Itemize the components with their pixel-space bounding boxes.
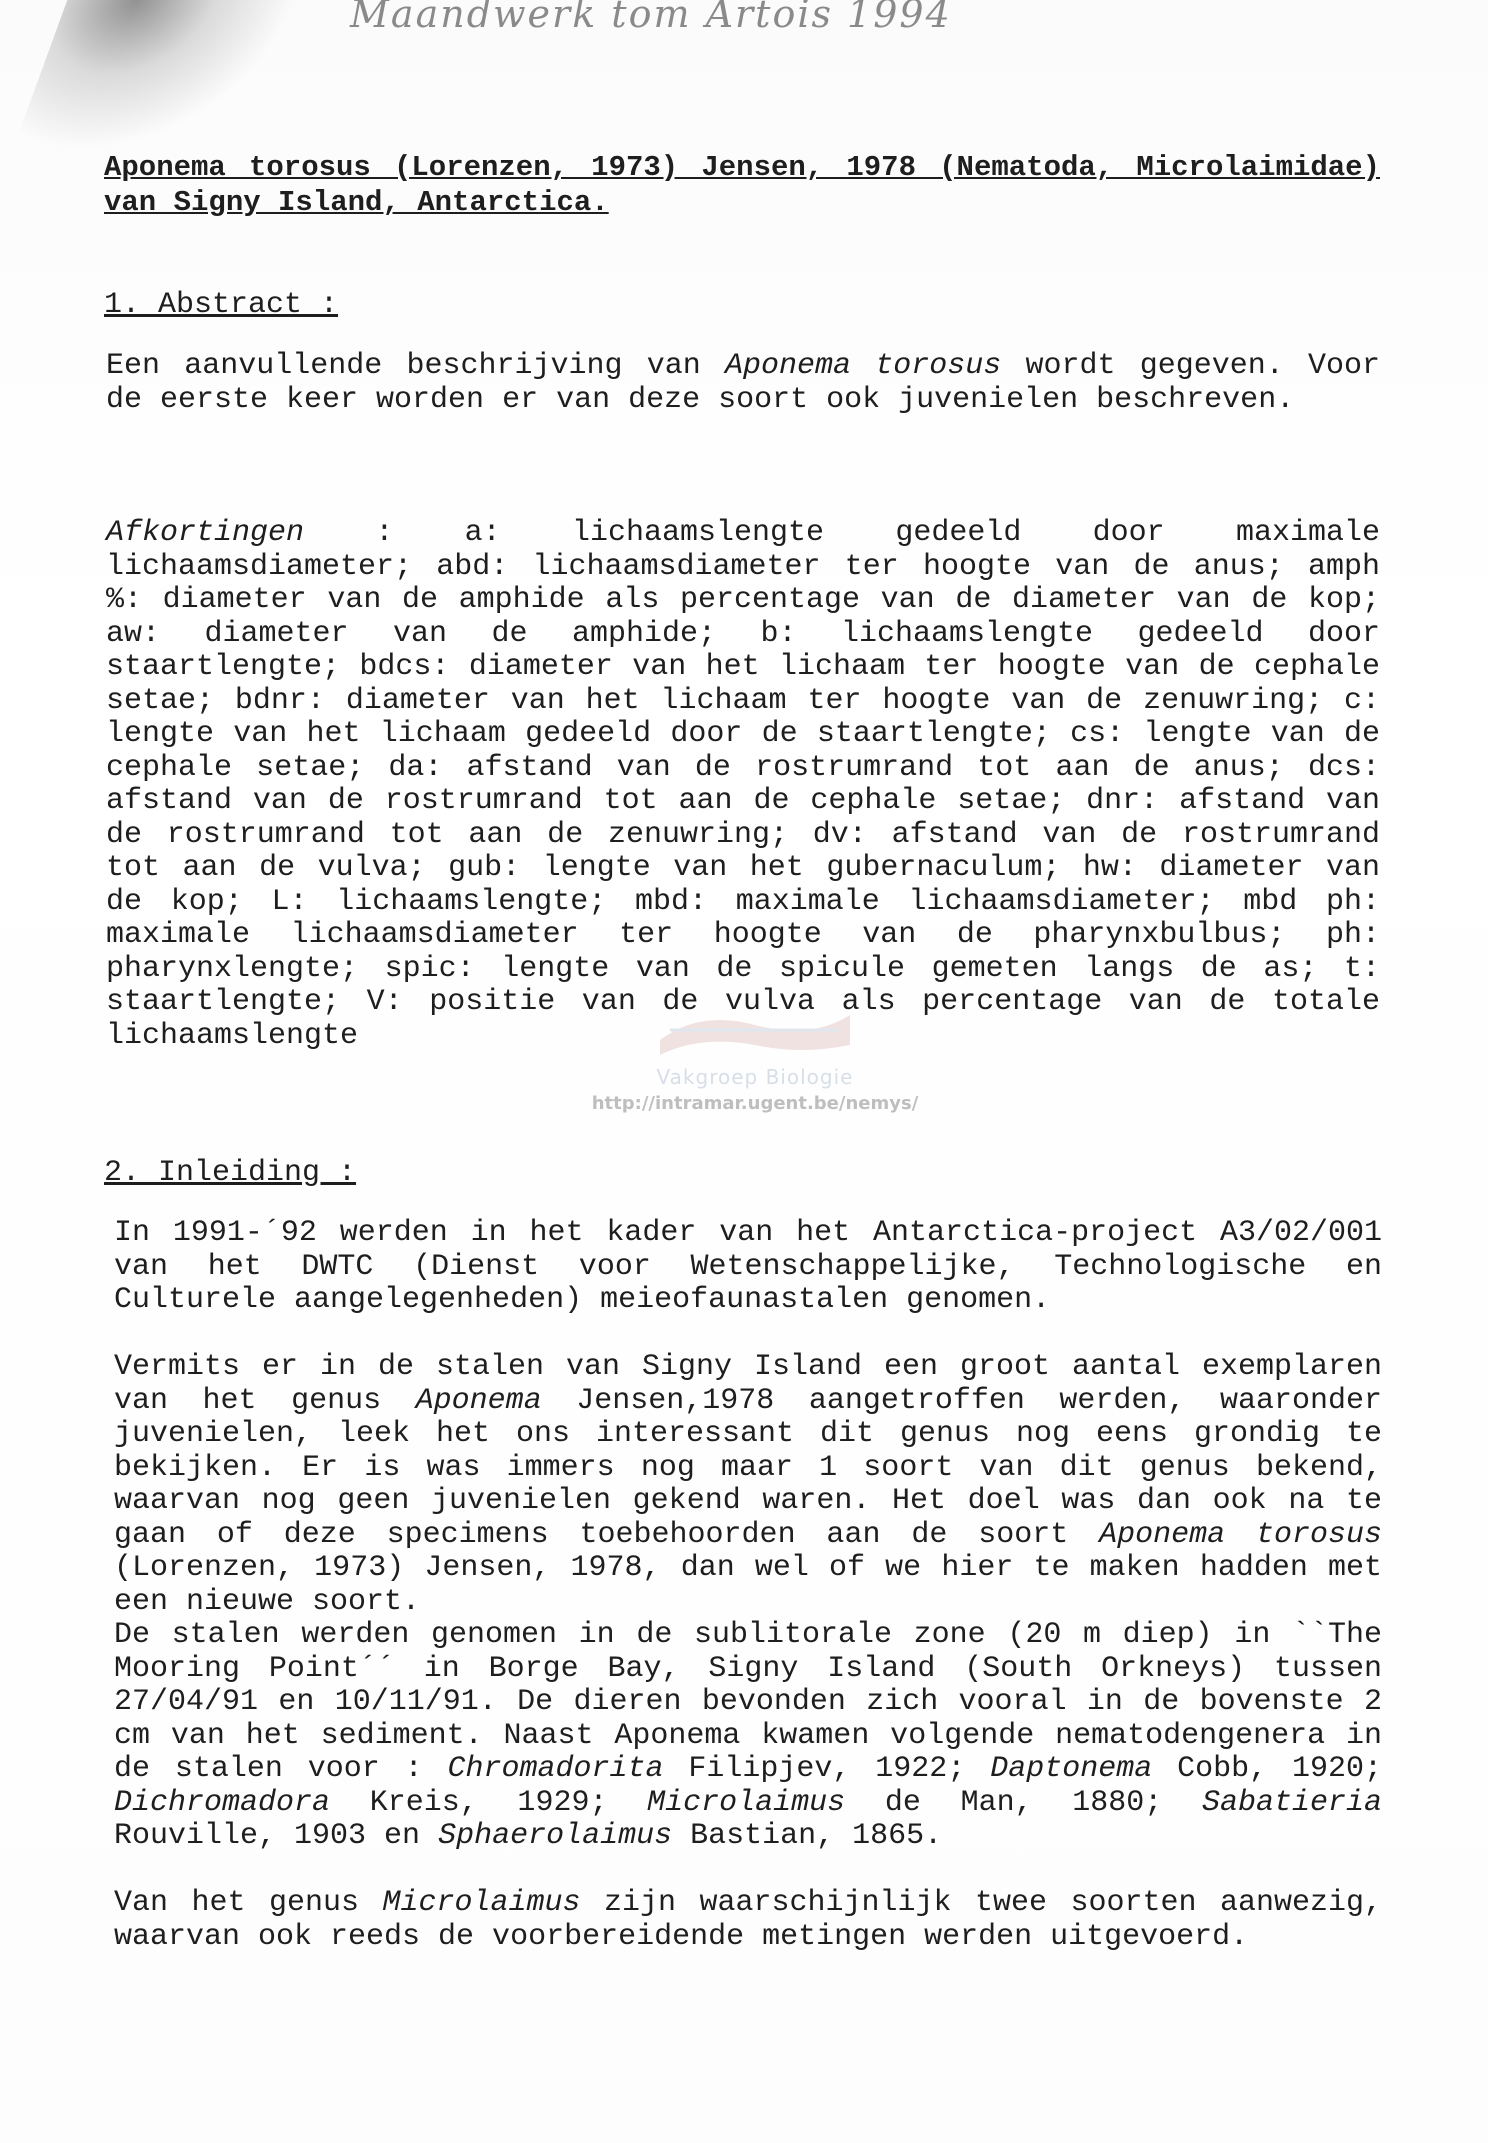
scan-shadow-artifact bbox=[13, 0, 298, 150]
watermark-label: Vakgroep Biologie bbox=[656, 1065, 854, 1089]
abstract-heading: 1. Abstract : bbox=[104, 288, 339, 322]
introduction-paragraph-2: Vermits er in de stalen van Signy Island een groot aantal exemplaren van het genus Aponema Jensen,1978 aangetroffen werden, waaronder juvenielen, leek het ons interessant dit genus nog eens grondig te bekijken. Er is was immers nog maar 1 soort van dit genus bekend, waarvan nog geen juvenielen gekend waren. Het doel was dan ook na te gaan of deze specimens toebehoorden aan de soort Aponema torosus (Lorenzen, 1973) Jensen, 1978, dan wel of we hier te maken hadden met een nieuwe soort. bbox=[114, 1350, 1382, 1619]
watermark-logo-icon bbox=[640, 1000, 870, 1060]
introduction-paragraph-4: Van het genus Microlaimus zijn waarschijnlijk twee soorten aanwezig, waarvan ook reeds de voorbereidende metingen werden uitgevoerd. bbox=[114, 1886, 1382, 1954]
introduction-heading: 2. Inleiding : bbox=[104, 1156, 357, 1190]
species-name: Aponema torosus bbox=[725, 349, 1002, 383]
watermark bbox=[590, 1000, 920, 1140]
abbreviations-label: Afkortingen bbox=[106, 516, 305, 550]
document-title: Aponema torosus (Lorenzen, 1973) Jensen, 1978 (Nematoda, Microlaimidae) van Signy Island, Antarctica. bbox=[104, 151, 1380, 219]
abstract-paragraph: Een aanvullende beschrijving van Aponema torosus wordt gegeven. Voor de eerste keer worden er van deze soort ook juvenielen beschreven. bbox=[106, 349, 1381, 417]
introduction-paragraph-1: In 1991-´92 werden in het kader van het Antarctica-project A3/02/001 van het DWTC (Dienst voor Wetenschappelijke, Technologische en Culturele aangelegenheden) meieofaunastalen genomen. bbox=[114, 1216, 1382, 1317]
abbreviations-paragraph: Afkortingen : a: lichaamslengte gedeeld door maximale lichaamsdiameter; abd: lichaamsdiameter ter hoogte van de anus; amph %: diameter van de amphide als percentage van de diameter van de kop; aw: diameter van de amphide; b: lichaamslengte gedeeld door staartlengte; bdcs: diameter van het lichaam ter hoogte van de cephale setae; bdnr: diameter van het lichaam ter hoogte van de zenuwring; c: lengte van het lichaam gedeeld door de staartlengte; cs: lengte van de cephale setae; da: afstand van de rostrumrand tot aan de anus; dcs: afstand van de rostrumrand tot aan de cephale setae; dnr: afstand van de rostrumrand tot aan de zenuwring; dv: afstand van de rostrumrand tot aan de vulva; gub: lengte van het gubernaculum; hw: diameter van de kop; L: lichaamslengte; mbd: maximale lichaamsdiameter; mbd ph: maximale lichaamsdiameter ter hoogte van de pharynxbulbus; ph: pharynxlengte; spic: lengte van de spicule gemeten langs de as; t: staartlengte; V: positie van de vulva als percentage van de totale lichaamslengte bbox=[106, 516, 1380, 1053]
watermark-url: http://intramar.ugent.be/nemys/ bbox=[591, 1093, 919, 1114]
introduction-paragraph-3: De stalen werden genomen in de sublitorale zone (20 m diep) in ``The Mooring Point´´ in Borge Bay, Signy Island (South Orkneys) tussen 27/04/91 en 10/11/91. De dieren bevonden zich vooral in de bovenste 2 cm van het sediment. Naast Aponema kwamen volgende nematodengenera in de stalen voor : Chromadorita Filipjev, 1922; Daptonema Cobb, 1920; Dichromadora Kreis, 1929; Microlaimus de Man, 1880; Sabatieria Rouville, 1903 en Sphaerolaimus Bastian, 1865. bbox=[114, 1618, 1382, 1853]
handwritten-note: Maandwerk tom Artois 1994 bbox=[350, 0, 952, 36]
